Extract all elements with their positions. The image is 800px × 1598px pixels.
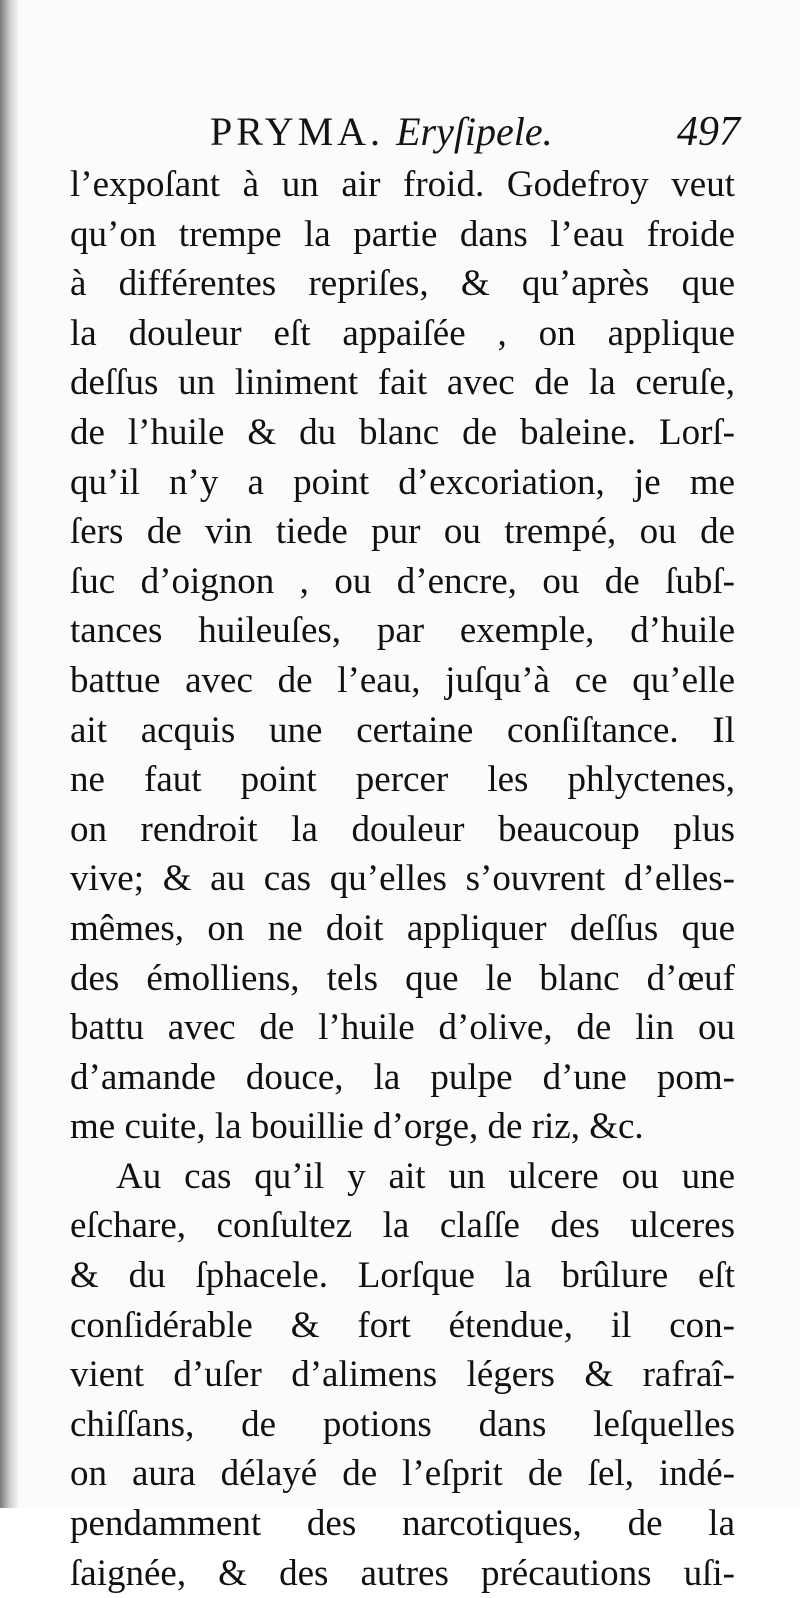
text-line: tances huileuſes, par exemple, d’huile: [70, 610, 735, 652]
text-line: battue avec de l’eau, juſqu’à ce qu’elle: [70, 659, 735, 701]
running-head-title: PRYMA.: [210, 109, 385, 154]
text-line: d’amande douce, la pulpe d’une pom-: [70, 1056, 735, 1098]
text-line: ſers de vin tiede pur ou trempé, ou de: [70, 511, 735, 553]
running-head-subtitle: Eryſipele.: [396, 109, 553, 154]
text-line: Au cas qu’il y ait un ulcere ou une: [116, 1155, 735, 1197]
text-line: me cuite, la bouillie d’orge, de riz, &c.: [70, 1106, 644, 1148]
body-text: [70, 160, 735, 1598]
page-binding-edge: [0, 0, 18, 1508]
text-line: conſidérable & fort étendue, il con-: [70, 1304, 735, 1346]
text-line: mêmes, on ne doit appliquer deſſus que: [70, 907, 735, 949]
text-line: à différentes repriſes, & qu’après que: [70, 263, 735, 305]
text-line: de l’huile & du blanc de baleine. Lorſ-: [70, 411, 735, 453]
text-line: qu’il n’y a point d’excoriation, je me: [70, 461, 735, 503]
text-line: qu’on trempe la partie dans l’eau froide: [70, 213, 735, 255]
text-line: la douleur eſt appaiſée , on applique: [70, 312, 735, 354]
text-line: ſaignée, & des autres précautions uſi-: [70, 1552, 735, 1594]
text-line: vive; & au cas qu’elles s’ouvrent d’elles-: [70, 858, 735, 900]
text-line: ſuc d’oignon , ou d’encre, ou de ſubſ-: [70, 560, 735, 602]
text-line: ne faut point percer les phlyctenes,: [70, 759, 735, 801]
page-number: 497: [677, 109, 740, 155]
text-line: l’expoſant à un air froid. Godefroy veut: [70, 164, 735, 205]
text-line: chiſſans, de potions dans leſquelles: [70, 1403, 735, 1445]
text-line: on aura délayé de l’eſprit de ſel, indé-: [70, 1453, 735, 1495]
text-line: on rendroit la douleur beaucoup plus: [70, 808, 735, 850]
text-line: des émolliens, tels que le blanc d’œuf: [70, 957, 735, 999]
running-head: [210, 100, 553, 164]
page-header: [210, 100, 740, 164]
text-line: vient d’uſer d’alimens légers & rafraî-: [70, 1354, 735, 1396]
text-line: pendamment des narcotiques, de la: [70, 1503, 735, 1545]
text-line: eſchare, conſultez la claſſe des ulceres: [70, 1205, 735, 1247]
text-line: ait acquis une certaine conſiſtance. Il: [70, 709, 735, 751]
text-line: deſſus un liniment fait avec de la ceruſe,: [70, 362, 735, 404]
text-line: battu avec de l’huile d’olive, de lin ou: [70, 1007, 735, 1049]
text-line: & du ſphacele. Lorſque la brûlure eſt: [70, 1255, 735, 1297]
